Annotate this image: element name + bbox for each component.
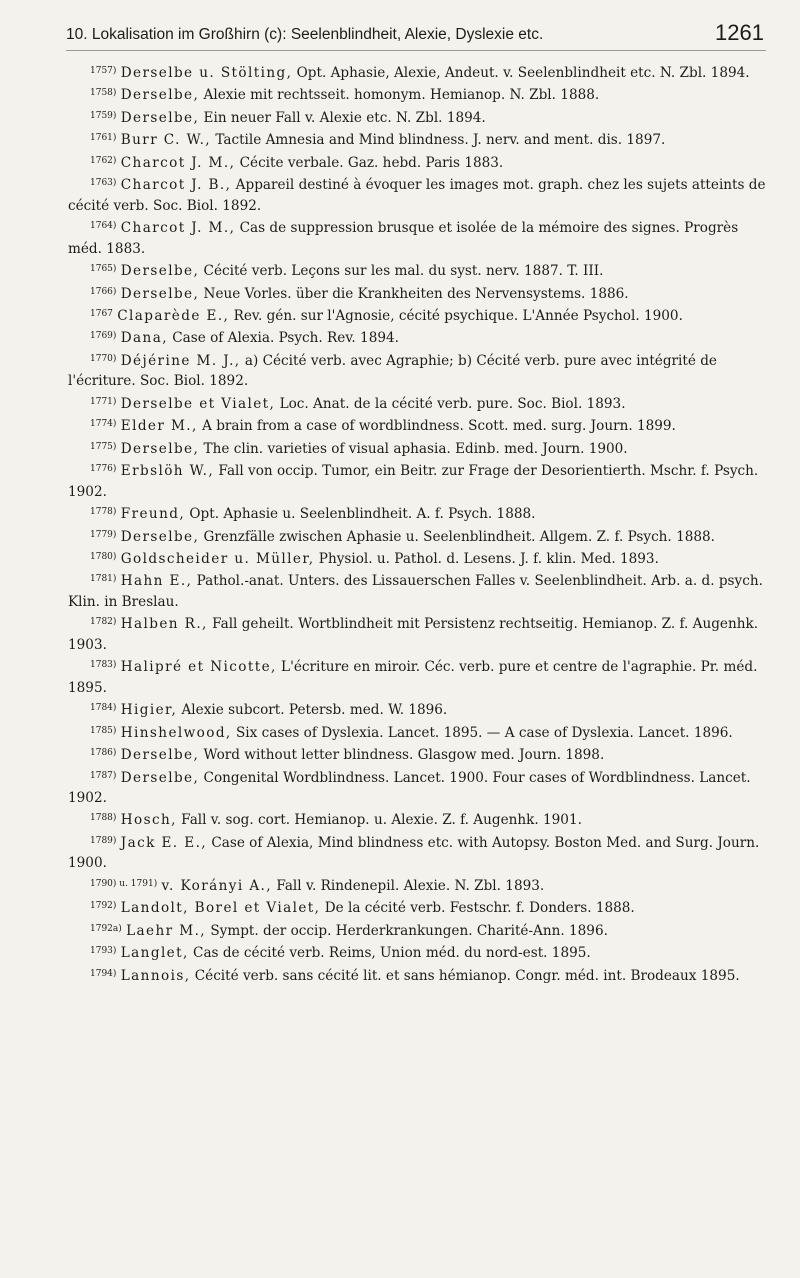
reference-author: Charcot J. B., — [120, 177, 232, 194]
reference-entry — [68, 698, 770, 720]
reference-text: Physiol. u. Pathol. d. Lesens. J. f. klin. Med. 1893. — [314, 550, 659, 567]
reference-text: Cécité verb. Leçons sur les mal. du syst. nerv. 1887. T. III. — [199, 263, 604, 280]
reference-entry — [68, 721, 770, 743]
reference-number: 1792a) — [90, 923, 122, 934]
reference-author: Goldscheider u. Müller, — [120, 550, 315, 567]
reference-entry — [68, 216, 770, 259]
reference-author: Halipré et Nicotte, — [120, 659, 277, 676]
reference-number: 1757) — [90, 66, 117, 76]
reference-entry — [68, 941, 770, 963]
reference-entry — [68, 896, 770, 918]
reference-text: Case of Alexia. Psych. Rev. 1894. — [167, 330, 399, 347]
reference-number: 1766) — [90, 286, 117, 297]
reference-number: 1789) — [90, 835, 117, 846]
header-title: 10. Lokalisation im Großhirn (c): Seelenblindheit, Alexie, Dyslexie etc. — [66, 26, 544, 43]
reference-entry — [68, 743, 770, 765]
reference-author: Hosch, — [120, 812, 177, 829]
reference-text: De la cécité verb. Festschr. f. Donders. 1888. — [320, 900, 635, 917]
reference-author: Derselbe et Vialet, — [120, 395, 276, 412]
reference-author: Derselbe, — [120, 747, 200, 764]
reference-author: Lannois, — [120, 967, 191, 984]
reference-author: Langlet, — [120, 945, 189, 962]
reference-number: 1780) — [90, 551, 117, 562]
reference-entry — [68, 437, 770, 459]
reference-number: 1779) — [90, 529, 117, 540]
reference-number: 1761) — [90, 133, 117, 144]
reference-text: Tactile Amnesia and Mind blindness. J. nerv. and ment. dis. 1897. — [211, 132, 666, 149]
reference-entry — [68, 655, 770, 698]
reference-text: Six cases of Dyslexia. Lancet. 1895. — A case of Dyslexia. Lancet. 1896. — [231, 724, 733, 741]
reference-author: v. Korányi A., — [161, 877, 272, 894]
reference-text: Word without letter blindness. Glasgow med. Journ. 1898. — [199, 747, 605, 764]
reference-number: 1765) — [90, 264, 117, 275]
reference-number: 1778) — [90, 507, 117, 518]
reference-author: Charcot J. M., — [120, 220, 236, 237]
reference-author: Derselbe, — [120, 440, 200, 457]
reference-text: a) Cécité verb. avec Agraphie; b) Cécité verb. pure avec intégrité de l'écriture. Soc. Biol. 1892. — [68, 352, 717, 390]
reference-author: Derselbe, — [120, 528, 200, 545]
reference-author: Erbslöh W., — [120, 463, 215, 480]
reference-author: Dana, — [120, 330, 168, 347]
reference-entry — [68, 282, 770, 304]
reference-entry — [68, 831, 770, 874]
reference-text: Ein neuer Fall v. Alexie etc. N. Zbl. 1894. — [199, 109, 486, 126]
reference-author: Burr C. W., — [120, 132, 212, 149]
reference-author: Freund, — [120, 506, 186, 523]
reference-number: 1785) — [90, 725, 117, 736]
reference-text: Opt. Aphasie u. Seelenblindheit. A. f. Psych. 1888. — [185, 506, 536, 523]
reference-author: Jack E. E., — [120, 834, 208, 851]
reference-text: Fall v. sog. cort. Hemianop. u. Alexie. Z. f. Augenhk. 1901. — [176, 812, 582, 829]
reference-text: Congenital Wordblindness. Lancet. 1900. Four cases of Wordblindness. Lancet. 1902. — [68, 769, 751, 806]
reference-number: 1782) — [90, 617, 117, 628]
reference-author: Elder M., — [120, 418, 198, 435]
reference-text: Grenzfälle zwischen Aphasie u. Seelenblindheit. Allgem. Z. f. Psych. 1888. — [199, 528, 715, 545]
reference-author: Déjérine M. J., — [120, 352, 241, 369]
reference-number: 1775) — [90, 441, 117, 452]
reference-text: Sympt. der occip. Herderkrankungen. Charité-Ann. 1896. — [206, 922, 608, 939]
reference-text: Neue Vorles. über die Krankheiten des Nervensystems. 1886. — [199, 285, 629, 302]
reference-number: 1764) — [90, 221, 117, 232]
reference-entry — [68, 459, 770, 502]
reference-text: Pathol.-anat. Unters. des Lissauerschen Falles v. Seelenblindheit. Arb. a. d. psych. Klin. in Breslau. — [68, 573, 763, 610]
reference-text: Cécite verbale. Gaz. hebd. Paris 1883. — [235, 154, 504, 171]
reference-entry — [68, 414, 770, 436]
reference-text: The clin. varieties of visual aphasia. Edinb. med. Journ. 1900. — [199, 440, 628, 457]
reference-author: Derselbe, — [120, 109, 200, 126]
reference-number: 1781) — [90, 574, 117, 585]
reference-number: 1762) — [90, 155, 117, 166]
reference-author: Higier, — [120, 702, 178, 719]
reference-text: Opt. Aphasie, Alexie, Andeut. v. Seelenblindheit etc. N. Zbl. 1894. — [292, 65, 750, 81]
reference-entry — [68, 106, 770, 128]
reference-entry — [68, 83, 770, 105]
reference-text: L'écriture en miroir. Céc. verb. pure et centre de l'agraphie. Pr. méd. 1895. — [68, 659, 758, 696]
reference-author: Hahn E., — [120, 573, 193, 590]
reference-text: Cécité verb. sans cécité lit. et sans hémianop. Congr. méd. int. Brodeaux 1895. — [190, 967, 740, 984]
reference-entry — [68, 919, 770, 941]
reference-author: Derselbe, — [120, 285, 200, 302]
reference-entry — [68, 304, 770, 326]
reference-text: Alexie subcort. Petersb. med. W. 1896. — [177, 702, 448, 719]
reference-text: Appareil destiné à évoquer les images mot. graph. chez les sujets atteints de cécité verb. Soc. Biol. 1892. — [68, 177, 766, 214]
reference-text: Cas de suppression brusque et isolée de la mémoire des signes. Progrès méd. 1883. — [68, 220, 739, 257]
reference-entry — [68, 964, 770, 986]
reference-entry — [68, 525, 770, 547]
reference-number: 1769) — [90, 331, 117, 342]
reference-number: 1783) — [90, 660, 117, 671]
reference-author: Laehr M., — [126, 922, 207, 939]
reference-number: 1784) — [90, 703, 117, 714]
reference-number: 1770) — [90, 353, 117, 364]
reference-author: Halben R., — [120, 616, 208, 633]
reference-number: 1794) — [90, 968, 117, 979]
reference-entry — [68, 547, 770, 569]
reference-entry — [68, 766, 770, 809]
reference-number: 1758) — [90, 88, 117, 99]
reference-number: 1792) — [90, 901, 117, 912]
reference-text: Alexie mit rechtsseit. homonym. Hemianop. N. Zbl. 1888. — [199, 87, 600, 104]
reference-author: Landolt, Borel et Vialet, — [120, 900, 321, 917]
reference-entry — [68, 874, 770, 896]
reference-text: Case of Alexia, Mind blindness etc. with Autopsy. Boston Med. and Surg. Journ. 1900. — [68, 834, 760, 872]
reference-text: A brain from a case of wordblindness. Scott. med. surg. Journ. 1899. — [197, 418, 676, 435]
reference-entry — [68, 612, 770, 655]
reference-number: 1776) — [90, 464, 117, 475]
reference-number: 1771) — [90, 396, 117, 407]
reference-text: Loc. Anat. de la cécité verb. pure. Soc. Biol. 1893. — [275, 395, 626, 412]
reference-author: Derselbe, — [120, 87, 200, 104]
reference-number: 1786) — [90, 748, 117, 759]
reference-text: Fall geheilt. Wortblindheit mit Persistenz rechtseitig. Hemianop. Z. f. Augenhk. 1903. — [68, 616, 759, 653]
reference-text: Fall von occip. Tumor, ein Beitr. zur Frage der Desorientierth. Mschr. f. Psych. 1902. — [68, 463, 759, 500]
reference-number: 1787) — [90, 770, 117, 781]
reference-number: 1790) u. 1791) — [90, 878, 158, 889]
reference-entry — [68, 808, 770, 830]
reference-entry — [68, 259, 770, 281]
reference-author: Derselbe, — [120, 263, 200, 280]
reference-author: Claparède E., — [117, 307, 230, 324]
reference-number: 1767 — [90, 308, 113, 319]
reference-number: 1793) — [90, 946, 117, 957]
reference-author: Hinshelwood, — [120, 724, 232, 741]
reference-author: Charcot J. M., — [120, 154, 236, 171]
reference-author: Derselbe, — [120, 769, 200, 786]
reference-entry — [68, 173, 770, 216]
reference-entry — [68, 151, 770, 173]
reference-author: Derselbe u. Stölting, — [120, 65, 293, 81]
reference-number: 1759) — [90, 110, 117, 121]
reference-text: Cas de cécité verb. Reims, Union méd. du nord-est. 1895. — [188, 945, 591, 962]
reference-entry — [68, 349, 770, 392]
reference-list — [68, 61, 770, 986]
reference-entry — [68, 326, 770, 348]
page-number: 1261 — [715, 20, 764, 45]
reference-entry — [68, 569, 770, 612]
reference-number: 1788) — [90, 813, 117, 824]
reference-number: 1774) — [90, 419, 117, 430]
reference-entry — [68, 61, 770, 83]
reference-text: Rev. gén. sur l'Agnosie, cécité psychique. L'Année Psychol. 1900. — [229, 307, 683, 324]
reference-entry — [68, 128, 770, 150]
reference-number: 1763) — [90, 178, 117, 189]
reference-entry — [68, 392, 770, 414]
reference-entry — [68, 502, 770, 524]
reference-text: Fall v. Rindenepil. Alexie. N. Zbl. 1893. — [272, 877, 545, 894]
running-header — [66, 10, 766, 51]
